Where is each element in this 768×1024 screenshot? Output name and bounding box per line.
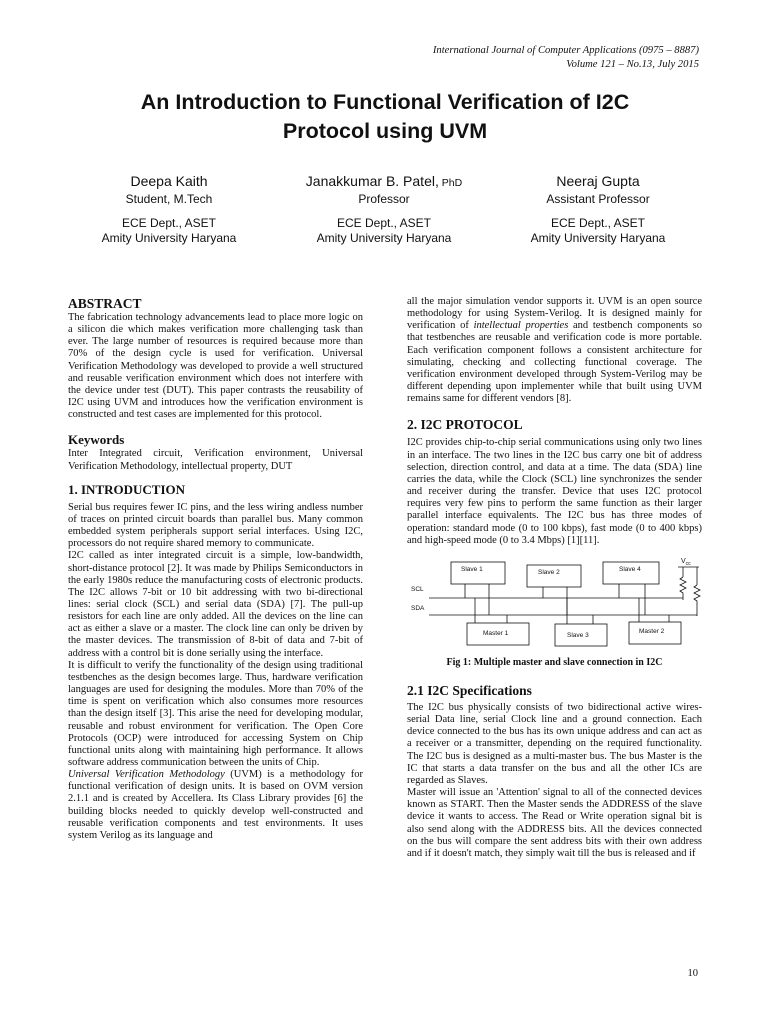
author-univ: Amity University Haryana: [101, 231, 237, 245]
abstract-heading: ABSTRACT: [68, 296, 142, 311]
intro-paragraph-2: I2C called as inter integrated circuit is a simple, low-bandwidth, short-distance protocol [2]. It was made by Philips Semiconductors in the early 1980s reduce the manufacturing costs of electronic products. The I2C allows 7-bit or 10 bit addressing with two bi-directional lines: serial clock (SCL) and serial data (SDA) [7]. The pull-up resistors for each line are only added. All the devices on the line can act as either a slave or a master. The clock line can only be driven by the master devices. The transmission of 8-bit of data and 7-bit of address with a control bit is done serially using the interface.: [68, 550, 363, 659]
sda-label: SDA: [411, 604, 425, 612]
slave-2-label: Slave 2: [538, 568, 560, 576]
author-dept: ECE Dept., ASET: [550, 216, 646, 230]
author-3: [488, 172, 708, 246]
ip-term: intellectual properties: [473, 320, 569, 332]
specifications-paragraph-1: The I2C bus physically consists of two bidirectional active wires- serial Data line, serial Clock line and a ground connection. Each device connected to the bus has its own unique address and can act as a receiver or a transmitter, depending on the required functionality. The I2C bus is designed as a multi-master bus. The bus Master is the IC that starts a data transfer on the bus and all the other ICs are regarded as Slaves.: [407, 701, 702, 786]
master-1-label: Master 1: [483, 629, 509, 637]
keywords-text: Inter Integrated circuit, Verification environment, Universal Verification Methodology, intellectual property, DUT: [68, 448, 363, 472]
vcc-label: $V_{cc}$: [681, 557, 691, 567]
i2c-protocol-heading: 2. I2C PROTOCOL: [407, 417, 523, 433]
author-name: Deepa Kaith: [130, 173, 208, 189]
intro-paragraph-3: It is difficult to verify the functionality of the design using traditional testbenches as the design becomes large. Thus, hardware verification languages are used for designing the modules. More than 70% of the time is spent on verification which also consumes more resources than the design itself [3]. This arise the need for developing modular, reusable and robust environment for verification. The Open Core Protocols (OCP) were introduced for accessing System on Chip functional units along with maintaining high performance. It allows software address communication between the units of Chip.: [68, 659, 363, 768]
pullup-resistor-scl: [680, 577, 686, 600]
journal-name: International Journal of Computer Applications (0975 – 8887): [432, 45, 699, 56]
author-1: [59, 172, 279, 246]
i2c-bus-diagram: [407, 553, 707, 651]
intro-paragraph-4: Universal Verification Methodology (UVM) is a methodology for functional verification of design units. It is based on OVM version 2.1.1 and is created by Accellera. Its Class Library provides [6] the building blocks needed to quickly develop well-constructed and reusable verification components and test environments. It uses system Verilog as its language and: [68, 769, 363, 841]
author-univ: Amity University Haryana: [316, 231, 452, 245]
author-dept: ECE Dept., ASET: [336, 216, 432, 230]
introduction-heading: 1. INTRODUCTION: [68, 481, 186, 497]
author-2: [274, 172, 494, 246]
keywords-heading: Keywords: [68, 432, 125, 448]
journal-header: [433, 44, 699, 72]
uvm-term: Universal Verification Methodology: [68, 769, 225, 781]
author-name: Neeraj Gupta: [556, 173, 640, 189]
uvm-continued-paragraph: all the major simulation vendor supports it. UVM is an open source methodology for using System-Verilog. It is designed mainly for verification of intellectual properties and testbench components so that testbenches are reusable and verification code is more portable. Each verification component follows a consistent architecture for simulating, checking and collecting functional coverage. The verification environment developed through System-Verilog may be different depending upon implementer while that built using UVM remains same for different vendors [8].: [407, 296, 703, 405]
slave-1-label: Slave 1: [461, 565, 483, 573]
specifications-heading: 2.1 I2C Specifications: [407, 682, 532, 698]
right-column: [407, 296, 702, 860]
slave-4-label: Slave 4: [619, 565, 641, 573]
left-column: [68, 296, 363, 842]
title-line-2: Protocol using UVM: [282, 119, 488, 143]
author-univ: Amity University Haryana: [530, 231, 666, 245]
page-number: 10: [687, 968, 698, 979]
pullup-resistor-sda: [694, 585, 700, 616]
title-line-1: An Introduction to Functional Verification of I2C: [140, 90, 630, 114]
master-2-label: Master 2: [639, 627, 665, 635]
specifications-paragraph-2: Master will issue an 'Attention' signal to all of the connected devices known as START. Then the Master sends the ADDRESS of the slave device it wants to access. The Read or Write operation signal bit is also send along with the ADDRESS bits. All the devices connected on the bus will compare the sent address bits with their own address and if it doesn't match, they simply wait till the bus is released and if: [407, 787, 702, 859]
author-dept: ECE Dept., ASET: [121, 216, 217, 230]
abstract-text: The fabrication technology advancements lead to place more logic on a silicon die which makes verification more challenging task than ever. The large number of resources is required because more than 70% of the design cycle is used for verification. Universal Verification Methodology was developed to provide a well structured and reusable verification environment which does not interfere with the device under test (DUT). This paper contrasts the reusability of I2C using UVM and introduces how the verification environment is constructed and test cases are implemented for this protocol.: [68, 312, 363, 421]
slave-3-label: Slave 3: [567, 631, 589, 639]
intro-paragraph-1: Serial bus requires fewer IC pins, and the less wiring andless number of traces on printed circuit boards than parallel bus. Many common embedded system peripherals support serial interfaces. Using I2C, processors do not require shared memory to communicate.: [68, 501, 363, 550]
figure-caption: Fig 1: Multiple master and slave connection in I2C: [446, 656, 663, 668]
scl-label: SCL: [411, 585, 424, 593]
paper-title: [60, 88, 710, 146]
i2c-bus-figure: [407, 553, 707, 651]
i2c-protocol-text: I2C provides chip-to-chip serial communications using only two lines in an interface. The two lines in the I2C bus carry one bit of address selection, direction control, and data at a time. The data (SDA) line carries the data, while the Clock (SCL) line synchronizes the sender and receiver during the transfer. Device that uses I2C protocol requires very few pins to perform the same function as their larger parallel interface equivalents. The I2C bus has three modes of operation: standard mode (0 to 100 kbps), fast mode (0 to 400 kbps) and high-speed mode (0 to 3.4 Mbps) [1][11].: [407, 437, 702, 546]
author-role: Professor: [358, 192, 410, 206]
journal-volume: Volume 121 – No.13, July 2015: [566, 59, 699, 70]
author-role: Assistant Professor: [546, 192, 650, 206]
author-name: Janakkumar B. Patel, PhD: [305, 173, 463, 189]
author-role: Student, M.Tech: [125, 192, 213, 206]
